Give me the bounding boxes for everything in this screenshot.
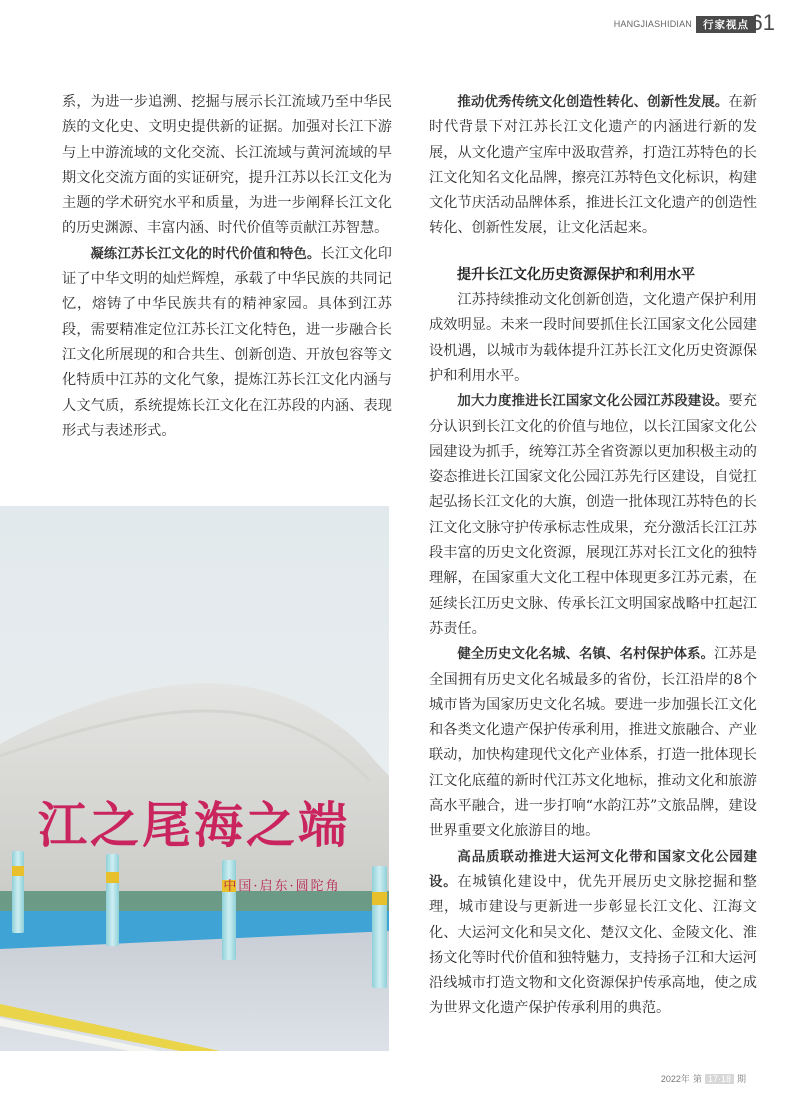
paragraph-lead: 健全历史文化名城、名镇、名村保护体系。 xyxy=(457,647,715,663)
rock-small-inscription: 中国·启东·圆陀角 xyxy=(223,879,341,894)
left-column xyxy=(62,90,392,444)
section-heading: 提升长江文化历史资源保护和利用水平 xyxy=(457,266,695,283)
paragraph xyxy=(429,389,757,642)
footer-issue-number: 17·18 xyxy=(705,1074,734,1084)
photo-illustration xyxy=(0,506,389,1051)
paragraph-lead: 高品质联动推进大运河文化带和国家文化公园建设。 xyxy=(429,849,757,890)
paragraph: 江苏持续推动文化创新创造，文化遗产保护利用成效明显。未来一段时间要抓住长江国家文化公园建设机遇，以城市为载体提升江苏长江文化历史资源保护和利用水平。 xyxy=(429,292,757,384)
paragraph-body: 要充分认识到长江文化的价值与地位，以长江国家文化公园建设为抓手，统筹江苏全省资源以更加积极主动的姿态推进长江国家文化公园江苏先行区建设，自觉扛起弘扬长江文化的大旗，创造一批体现江苏特色的长江文化文脉守护传承标志性成果，充分激活长江江苏段丰富的历史文化资源，展现江苏对长江文化的独特理解，在国家重大文化工程中体现更多江苏元素，在延续长江历史文脉、传承长江文明国家战略中扛起江苏责任。 xyxy=(429,393,757,637)
paragraph-lead: 推动优秀传统文化创造性转化、创新性发展。 xyxy=(457,95,729,110)
page-number: 61 xyxy=(750,10,775,35)
paragraph-lead: 加大力度推进长江国家文化公园江苏段建设。 xyxy=(457,394,729,410)
running-header xyxy=(614,12,756,36)
footer-issue-suffix: 期 xyxy=(736,1074,746,1084)
paragraph-body: 在新时代背景下对江苏长江文化遗产的内涵进行新的发展，从文化遗产宝库中汲取营养，打造江苏特色的长江文化知名文化品牌，擦亮江苏特色文化标识，构建文化节庆活动品牌体系，推进长江文化遗产的创造性转化、创新性发展，让文化活起来。 xyxy=(429,94,757,237)
paragraph-body: 长江文化印证了中华文明的灿烂辉煌，承载了中华民族的共同记忆，熔铸了中华民族共有的精神家园。具体到江苏段，需要精准定位江苏长江文化特色，进一步融合长江文化所展现的和合共生、创新创造、开放包容等文化特质中江苏的文化气象，提炼江苏长江文化内涵与人文气质，系统提炼长江文化在江苏段的内涵、表现形式与表述形式。 xyxy=(62,245,392,439)
header-english: HANGJIASHIDIAN xyxy=(613,19,692,29)
header-section-tag: 行家视点 xyxy=(696,16,756,33)
rock-inscription: 江之尾海之端 xyxy=(37,796,351,854)
paragraph xyxy=(429,845,757,1022)
footer-issue-prefix: 第 xyxy=(692,1074,702,1084)
issue-footer xyxy=(661,1072,746,1085)
footer-year: 2022年 xyxy=(660,1074,690,1084)
paragraph xyxy=(429,90,757,242)
paragraph xyxy=(429,642,757,844)
paragraph xyxy=(62,242,392,444)
paragraph-body: 江苏是全国拥有历史文化名城最多的省份，长江沿岸的8个城市皆为国家历史文化名城。要进一步加强长江文化和各类文化遗产保护传承利用，推进文旅融合、产业联动，加快构建现代文化产业体系，打造一批体现长江文化底蕴的新时代江苏文化地标，推动文化和旅游高水平融合，进一步打响“水韵江苏”文旅品牌，建设世界重要文化旅游目的地。 xyxy=(429,646,757,840)
paragraph: 系，为进一步追溯、挖掘与展示长江流域乃至中华民族的文化史、文明史提供新的证据。加强对长江下游与上中游流域的文化交流、长江流域与黄河流域的早期文化交流方面的实证研究，提升江苏以长江文化为主题的学术研究水平和质量，为进一步阐释长江文化的历史渊源、丰富内涵、时代价值等贡献江苏智慧。 xyxy=(62,94,392,237)
paragraph-body: 在城镇化建设中，优先开展历史文脉挖掘和整理，城市建设与更新进一步彰显长江文化、江海文化、大运河文化和吴文化、楚汉文化、金陵文化、淮扬文化等时代价值和独特魅力，支持扬子江和大运河沿线城市打造文物和文化资源保护传承高地，使之成为世界文化遗产保护传承利用的典范。 xyxy=(429,873,757,1017)
right-column xyxy=(429,90,757,1022)
landmark-photo xyxy=(0,506,389,1051)
paragraph-lead: 凝练江苏长江文化的时代价值和特色。 xyxy=(90,246,321,262)
